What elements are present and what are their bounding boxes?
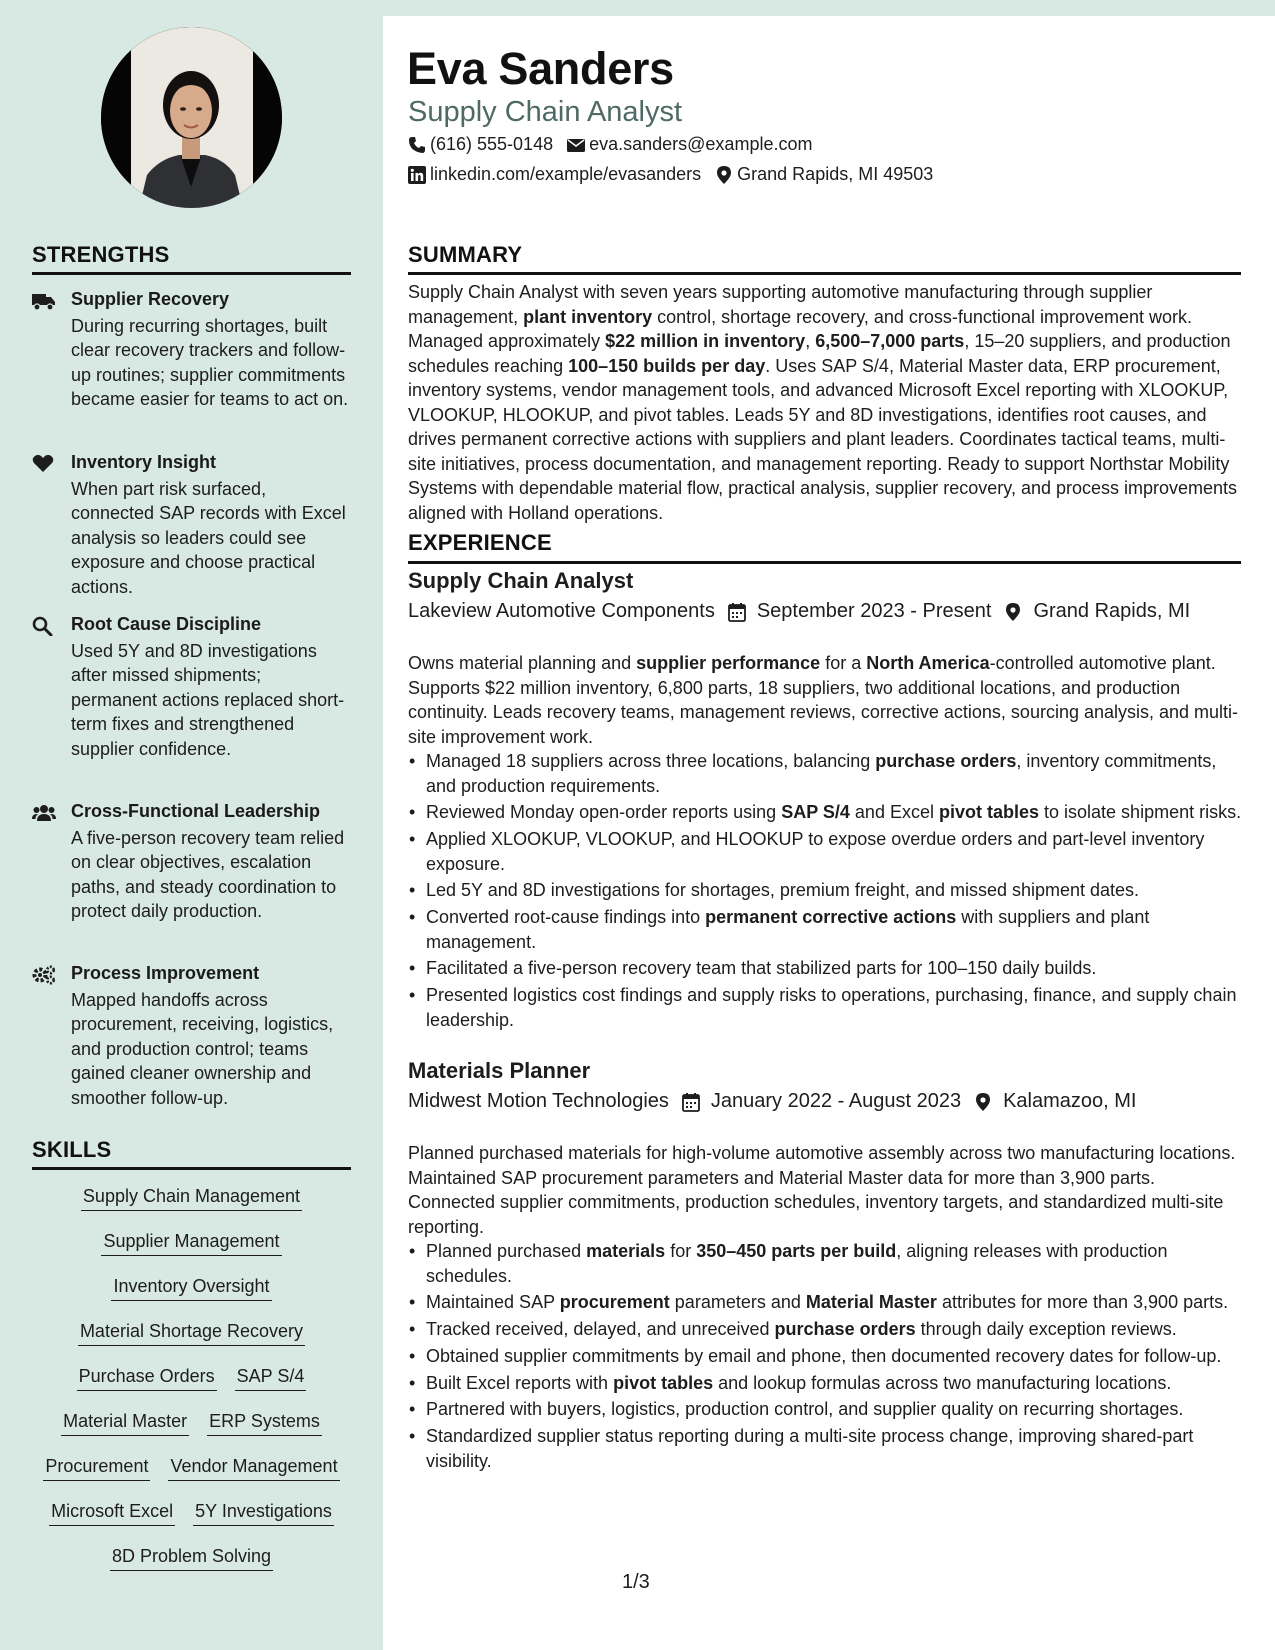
skill-tag: Vendor Management xyxy=(168,1452,339,1481)
text-run: and lookup formulas across two manufacturing locations. xyxy=(713,1372,1172,1393)
skill-tag: 8D Problem Solving xyxy=(110,1542,273,1571)
text-run: to isolate shipment risks. xyxy=(1039,802,1242,823)
strength-description: A five-person recovery team relied on clear objectives, escalation paths, and steady coordination to protect daily production. xyxy=(71,828,345,922)
job-location: Kalamazoo, MI xyxy=(1003,1090,1137,1112)
experience-heading: EXPERIENCE xyxy=(408,530,552,555)
skill-tag: Supply Chain Management xyxy=(81,1182,302,1211)
bullet-item xyxy=(408,878,1244,903)
job-summary xyxy=(408,1141,1244,1239)
skill-tag: Inventory Oversight xyxy=(111,1272,271,1301)
job-dates: September 2023 - Present xyxy=(756,600,992,622)
text-run: -controlled automotive plant. Supports $22 million inventory, 6,800 parts, 18 suppliers, two additional locations, and production continuity. Leads recovery teams, management reviews, corrective actions, sourcing analysis, and multi-site improvement work. xyxy=(408,653,1239,747)
bold-text: North America xyxy=(866,653,990,673)
truck-icon xyxy=(32,291,56,311)
bold-text: procurement xyxy=(559,1292,670,1313)
strength-description: During recurring shortages, built clear recovery trackers and follow-up routines; supplier commitments became easier for teams to act on. xyxy=(71,316,349,410)
job-meta xyxy=(408,600,1190,623)
bullet-item xyxy=(408,749,1244,798)
strength-title: Inventory Insight xyxy=(71,452,217,472)
bold-text: pivot tables xyxy=(613,1372,714,1393)
location-icon xyxy=(1003,602,1023,622)
email-icon xyxy=(567,136,585,154)
phone-icon xyxy=(408,136,426,154)
email-link[interactable]: eva.sanders@example.com xyxy=(589,134,813,154)
text-run: Partnered with buyers, logistics, production control, and supplier quality on recurring shortages. xyxy=(426,1399,1184,1420)
bold-text: purchase orders xyxy=(875,751,1017,771)
job-dates: January 2022 - August 2023 xyxy=(710,1090,962,1112)
text-run: , 15–20 suppliers, and production schedules reaching xyxy=(408,331,1231,376)
skill-tag: ERP Systems xyxy=(207,1407,322,1436)
text-run: for a xyxy=(820,653,867,673)
location-icon xyxy=(715,166,733,184)
strengths-divider xyxy=(32,272,351,275)
job-bullets xyxy=(408,1239,1244,1476)
skills-heading: SKILLS xyxy=(32,1137,112,1162)
job-summary xyxy=(408,651,1244,749)
profile-photo xyxy=(101,27,282,208)
strength-description: Used 5Y and 8D investigations after missed shipments; permanent actions replaced short-term fixes and strengthened supplier confidence. xyxy=(71,641,345,759)
strength-title: Supplier Recovery xyxy=(71,289,230,309)
main-content xyxy=(383,16,1275,1650)
text-run: Maintained SAP xyxy=(426,1292,560,1313)
text-run: Applied XLOOKUP, VLOOKUP, and HLOOKUP to expose overdue orders and part-level inventory exposure. xyxy=(426,829,1205,874)
bullet-item xyxy=(408,827,1244,876)
bold-text: pivot tables xyxy=(938,802,1040,823)
text-run: control, shortage recovery, and cross-functional improvement work. Managed approximately xyxy=(408,306,1192,351)
strength-title: Process Improvement xyxy=(71,963,260,983)
skill-tag: Purchase Orders xyxy=(77,1362,217,1391)
text-run: parameters and xyxy=(669,1292,806,1313)
bold-text: SAP S/4 xyxy=(781,802,850,823)
candidate-title: Supply Chain Analyst xyxy=(408,96,683,128)
text-run: Planned purchased materials for high-volume automotive assembly across two manufacturing locations. Maintained SAP procurement parameters and Material Master data for more than 3,900 parts. Connected supplier commitments, production schedules, inventory targets, and standardized multi-site reporting. xyxy=(408,1143,1236,1237)
job-location: Grand Rapids, MI xyxy=(1033,600,1191,622)
location-icon xyxy=(973,1092,993,1112)
text-run: , aligning releases with production schedules. xyxy=(426,1241,1168,1286)
skills-divider xyxy=(32,1167,351,1170)
company-name: Midwest Motion Technologies xyxy=(408,1090,669,1112)
text-run: attributes for more than 3,900 parts. xyxy=(936,1292,1229,1313)
linkedin-link[interactable]: linkedin.com/example/evasanders xyxy=(430,164,702,184)
strengths-heading: STRENGTHS xyxy=(32,242,170,267)
text-run: , xyxy=(805,331,816,351)
text-run: Led 5Y and 8D investigations for shortages, premium freight, and missed shipment dates. xyxy=(426,880,1140,901)
strength-title: Root Cause Discipline xyxy=(71,614,262,634)
text-run: Facilitated a five-person recovery team that stabilized parts for 100–150 daily builds. xyxy=(426,958,1097,979)
location-text: Grand Rapids, MI 49503 xyxy=(737,164,934,184)
bullet-item xyxy=(408,1317,1244,1342)
bold-text: materials xyxy=(586,1241,666,1261)
skill-tag: 5Y Investigations xyxy=(193,1497,334,1526)
text-run: for xyxy=(665,1241,697,1261)
bold-text: supplier performance xyxy=(636,653,821,673)
text-run: Converted root-cause findings into xyxy=(426,907,706,928)
page-number: 1/3 xyxy=(622,1571,650,1593)
bold-text: $22 million in inventory xyxy=(605,331,806,351)
calendar-icon xyxy=(727,602,747,622)
bold-text: plant inventory xyxy=(523,306,653,327)
skill-tag: Material Master xyxy=(61,1407,189,1436)
bold-text: 6,500–7,000 parts xyxy=(815,331,965,351)
bullet-item xyxy=(408,1371,1244,1396)
text-run: Standardized supplier status reporting during a multi-site process change, improving shared-part visibility. xyxy=(426,1426,1194,1471)
job-title: Materials Planner xyxy=(408,1058,591,1083)
bold-text: Material Master xyxy=(805,1292,937,1313)
bullet-item xyxy=(408,1239,1244,1288)
text-run: through daily exception reviews. xyxy=(915,1319,1177,1340)
bullet-item xyxy=(408,956,1244,981)
text-run: Owns material planning and xyxy=(408,653,637,673)
summary-divider xyxy=(408,272,1241,275)
candidate-name: Eva Sanders xyxy=(407,43,674,94)
contact-row-1 xyxy=(408,134,812,155)
bullet-item xyxy=(408,983,1244,1032)
skill-tag: Material Shortage Recovery xyxy=(78,1317,305,1346)
text-run: Supply Chain Analyst with seven years supporting automotive manufacturing through supplier management, xyxy=(408,282,1153,327)
company-name: Lakeview Automotive Components xyxy=(408,600,715,622)
bullet-item xyxy=(408,800,1244,825)
text-run: Managed 18 suppliers across three locations, balancing xyxy=(426,751,876,771)
search-icon xyxy=(32,616,56,636)
strength-description: When part risk surfaced, connected SAP records with Excel analysis so leaders could see exposure and choose practical actions. xyxy=(71,479,346,597)
text-run: Built Excel reports with xyxy=(426,1372,614,1393)
text-run: Obtained supplier commitments by email and phone, then documented recovery dates for follow-up. xyxy=(426,1345,1222,1366)
bullet-item xyxy=(408,1290,1244,1315)
text-run: Presented logistics cost findings and supply risks to operations, purchasing, finance, and supply chain leadership. xyxy=(426,985,1237,1030)
bullet-item xyxy=(408,905,1244,954)
job-meta xyxy=(408,1090,1136,1113)
phone-text: (616) 555-0148 xyxy=(430,134,554,154)
bold-text: 350–450 parts per build xyxy=(696,1241,897,1261)
bold-text: permanent corrective actions xyxy=(705,907,957,928)
experience-divider xyxy=(408,561,1241,564)
strength-title: Cross-Functional Leadership xyxy=(71,801,321,821)
bold-text: purchase orders xyxy=(774,1319,916,1340)
skill-tag: Supplier Management xyxy=(101,1227,281,1256)
bullet-item xyxy=(408,1344,1244,1369)
text-run: Tracked received, delayed, and unreceived xyxy=(426,1319,775,1340)
text-run: with suppliers and plant management. xyxy=(426,907,1150,952)
job-title: Supply Chain Analyst xyxy=(408,568,634,593)
strength-description: Mapped handoffs across procurement, receiving, logistics, and production control; teams gained cleaner ownership and smoother follow-up. xyxy=(71,990,334,1108)
cogs-icon xyxy=(32,965,56,985)
job-bullets xyxy=(408,749,1244,1035)
users-icon xyxy=(32,803,56,823)
text-run: , inventory commitments, and production requirements. xyxy=(426,751,1217,796)
bullet-item xyxy=(408,1397,1244,1422)
sidebar xyxy=(0,0,383,1650)
skill-tag: SAP S/4 xyxy=(235,1362,307,1391)
contact-row-2 xyxy=(408,164,933,185)
summary-heading: SUMMARY xyxy=(408,242,523,267)
summary-text xyxy=(408,280,1244,525)
text-run: Planned purchased xyxy=(426,1241,587,1261)
heart-icon xyxy=(32,454,56,474)
bullet-item xyxy=(408,1424,1244,1473)
text-run: and Excel xyxy=(849,802,939,823)
calendar-icon xyxy=(681,1092,701,1112)
skill-tag: Procurement xyxy=(43,1452,150,1481)
bold-text: 100–150 builds per day xyxy=(568,355,766,376)
linkedin-icon xyxy=(408,166,426,184)
text-run: Reviewed Monday open-order reports using xyxy=(426,802,782,823)
skill-tag: Microsoft Excel xyxy=(49,1497,175,1526)
text-run: . Uses SAP S/4, Material Master data, ERP procurement, inventory systems, vendor management tools, and advanced Microsoft Excel reporting with XLOOKUP, VLOOKUP, HLOOKUP, and pivot tables. Leads 5Y and 8D investigations, identifies root causes, and drives permanent corrective actions with suppliers and plant leaders. Coordinates tactical teams, multi-site initiatives, process documentation, and management reporting. Ready to support Northstar Mobility Systems with dependable material flow, practical analysis, supplier recovery, and process improvements aligned with Holland operations. xyxy=(408,355,1238,523)
skills-list xyxy=(32,1182,351,1587)
